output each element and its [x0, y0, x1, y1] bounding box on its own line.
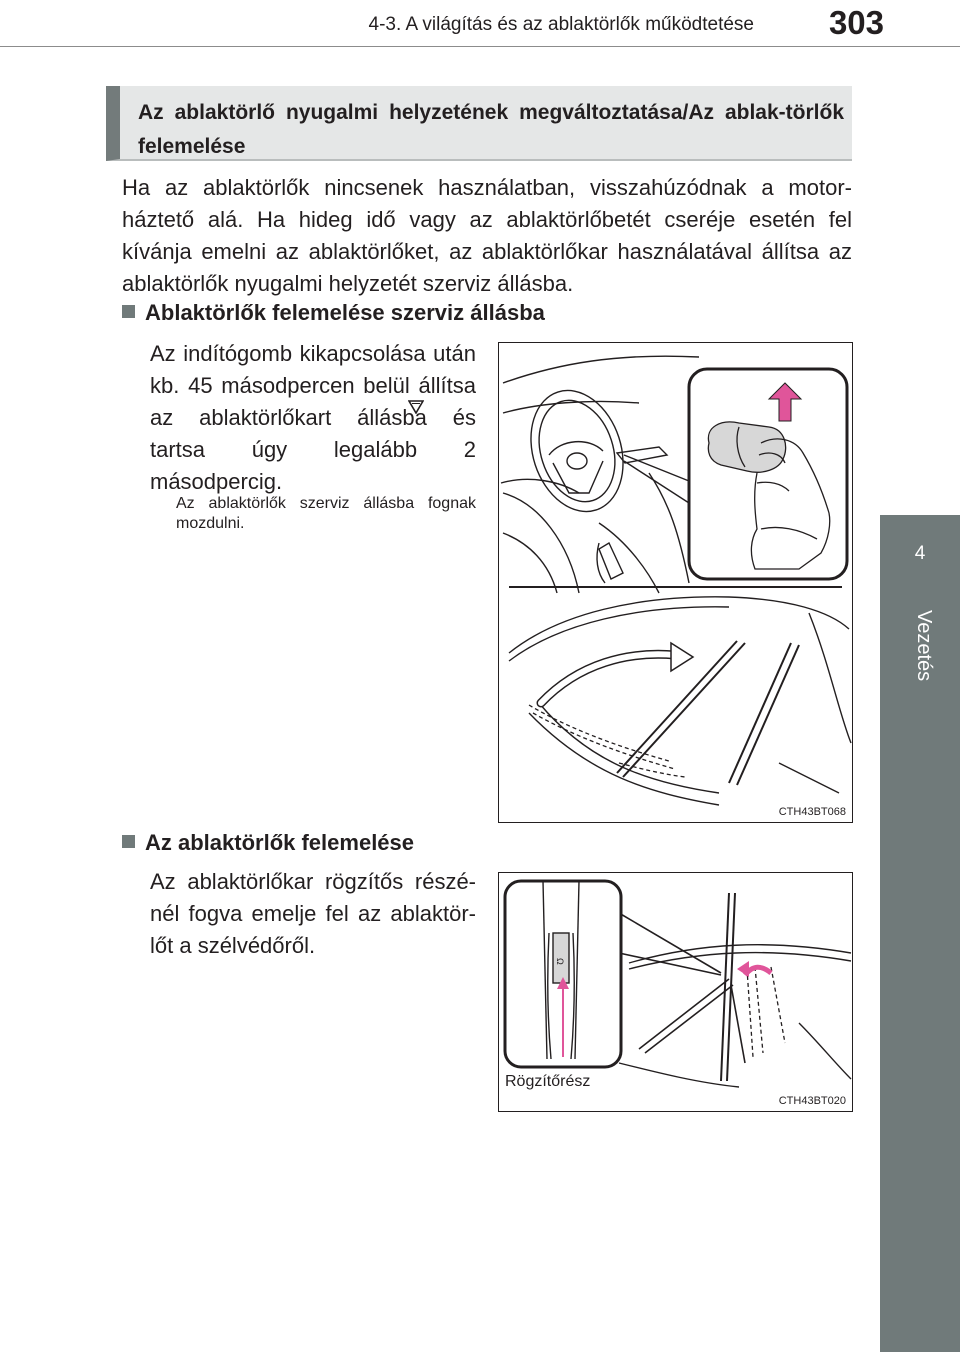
figure-wiper-lift [498, 872, 853, 1112]
figure-code: CTH43BT020 [778, 1095, 846, 1107]
subsection-heading-service-position [122, 300, 545, 326]
svg-text:Ω: Ω [555, 958, 565, 965]
chapter-label: Vezetés [913, 610, 935, 682]
subsection-heading-text: Ablaktörlők felemelése szerviz állásba [145, 300, 545, 325]
intro-paragraph: Ha az ablaktörlők nincsenek használatban, visszahúzódnak a motor-háztető alá. Ha hideg idő vagy az ablaktörlőbetét cseréje esetén fel kívánja emelni az ablaktörlőket, az ablaktörlőkar használatával állítsa az ablaktörlők nyugalmi helyzetét szerviz állásba. [122, 175, 852, 296]
callout-latch-part: Rögzítőrész [505, 1073, 591, 1090]
section-heading-box [106, 86, 852, 161]
lift-wipers-instructions: Az ablaktörlőkar rögzítős részé-nél fogva emelje fel az ablaktör-lőt a szélvédőről. [150, 869, 476, 958]
chapter-number: 4 [914, 543, 926, 564]
service-position-note: Az ablaktörlők szerviz állásba fognak mozdulni. [176, 495, 476, 532]
page-number: 303 [828, 4, 884, 41]
figure-wiper-service-position [498, 342, 853, 823]
header-rule [0, 46, 960, 47]
service-position-instructions: Az indítógomb kikapcsolása után kb. 45 másodpercen belül állítsa az ablaktörlőkart állásba és tartsa úgy legalább 2 másodpercig. [150, 341, 476, 494]
figure-code: CTH43BT068 [778, 806, 846, 818]
running-head: 4-3. A világítás és az ablaktörlők működtetése [368, 14, 754, 35]
subsection-heading-lift-wipers [122, 830, 414, 856]
heading-square-icon [122, 305, 135, 318]
wiper-service-illustration [499, 343, 852, 822]
heading-square-icon [122, 835, 135, 848]
section-title: Az ablaktörlő nyugalmi helyzetének megváltoztatása/Az ablak-törlők felemelése [138, 101, 844, 158]
mist-triangle-icon [408, 400, 424, 414]
subsection-heading-text: Az ablaktörlők felemelése [145, 830, 415, 855]
chapter-tab [880, 595, 960, 1352]
